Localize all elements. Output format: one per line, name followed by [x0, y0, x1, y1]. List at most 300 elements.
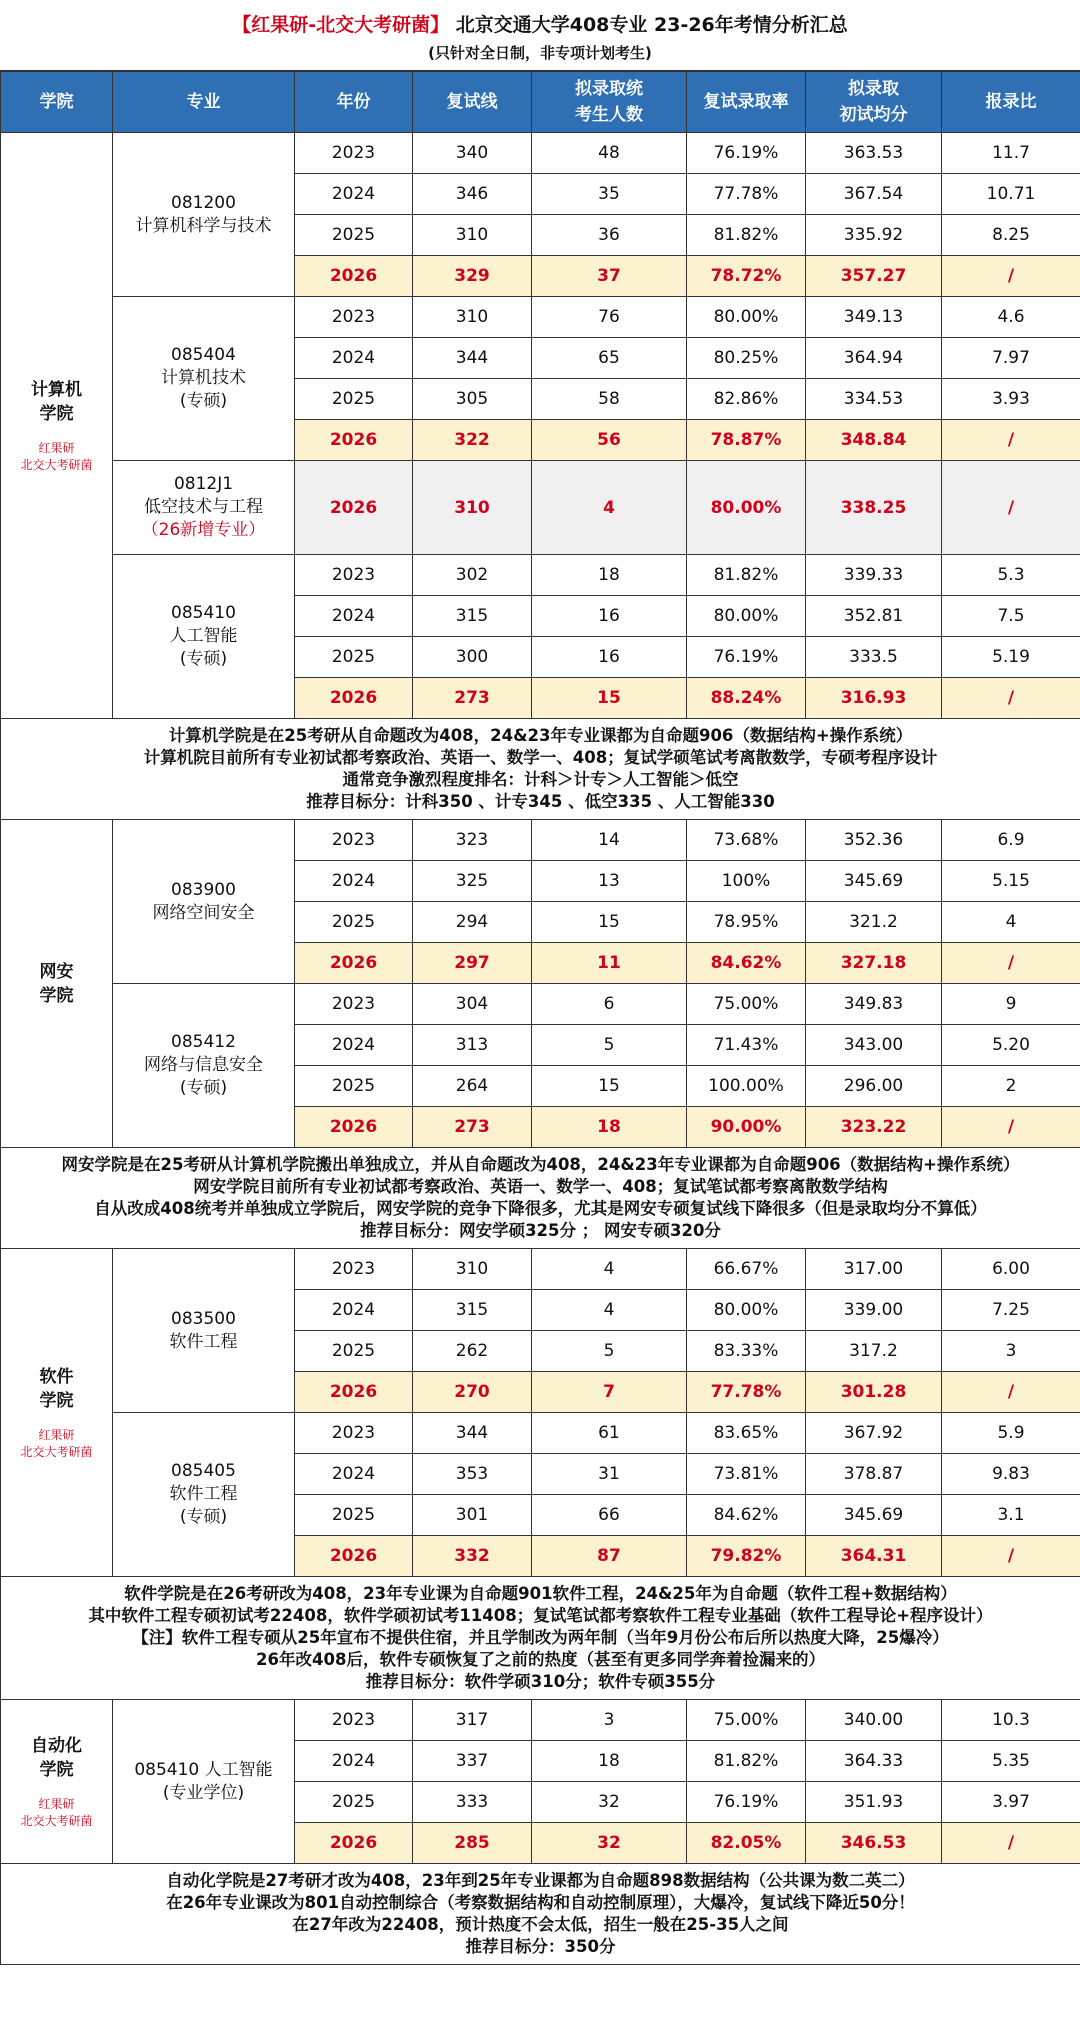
major-line: 085410 人工智能	[134, 1759, 273, 1780]
note-line: 推荐目标分：软件学硕310分；软件专硕355分	[365, 1672, 716, 1691]
retest-line-cell: 315	[413, 596, 532, 637]
section-note	[1, 719, 1080, 820]
year-cell: 2025	[295, 379, 413, 420]
major-line: (专硕)	[179, 649, 228, 669]
admission-rate-cell: 100%	[687, 861, 806, 902]
year-cell: 2024	[295, 1290, 413, 1331]
year-cell: 2026	[295, 461, 413, 555]
column-header-label: 学院	[39, 92, 74, 112]
admission-rate-cell: 79.82%	[687, 1536, 806, 1577]
note-line: 【注】软件工程专硕从25年宣布不提供住宿，并且学制改为两年制（当年9月份公布后所以热度大降，25爆冷）	[132, 1628, 949, 1647]
table-row	[1, 555, 1080, 596]
table-row	[1, 1413, 1080, 1454]
admission-rate-cell: 77.78%	[687, 1372, 806, 1413]
note-row	[1, 719, 1080, 820]
title-brand: 【红果研-北交大考研菌】	[232, 14, 450, 36]
college-name: 学院	[39, 403, 74, 424]
avg-score-cell: 334.53	[806, 379, 942, 420]
major-line: 网络与信息安全	[144, 1055, 263, 1075]
retest-line-cell: 305	[413, 379, 532, 420]
major-cell	[113, 297, 295, 461]
section-note	[1, 1864, 1080, 1965]
admission-rate-cell: 88.24%	[687, 678, 806, 719]
ratio-cell: /	[942, 1823, 1080, 1864]
column-header	[532, 72, 687, 133]
admission-rate-cell: 76.19%	[687, 1782, 806, 1823]
admission-rate-cell: 82.05%	[687, 1823, 806, 1864]
ratio-cell: /	[942, 1536, 1080, 1577]
admitted-count-cell: 4	[532, 1290, 687, 1331]
admission-rate-cell: 78.87%	[687, 420, 806, 461]
retest-line-cell: 310	[413, 297, 532, 338]
admission-rate-cell: 80.00%	[687, 297, 806, 338]
major-line: 计算机科学与技术	[135, 215, 272, 236]
admission-rate-cell: 84.62%	[687, 943, 806, 984]
year-cell: 2026	[295, 1536, 413, 1577]
column-header-label: 拟录取统	[575, 79, 643, 99]
year-cell: 2026	[295, 420, 413, 461]
column-header-label: 复试线	[446, 92, 498, 112]
admitted-count-cell: 6	[532, 984, 687, 1025]
admission-rate-cell: 73.81%	[687, 1454, 806, 1495]
page-header	[0, 0, 1080, 71]
table-header-row	[1, 72, 1080, 133]
college-cell	[1, 820, 113, 1148]
avg-score-cell: 321.2	[806, 902, 942, 943]
avg-score-cell: 339.00	[806, 1290, 942, 1331]
brand-watermark-text: 红果研	[38, 440, 75, 455]
avg-score-cell: 352.81	[806, 596, 942, 637]
major-cell	[113, 1700, 295, 1864]
ratio-cell: 3	[942, 1331, 1080, 1372]
avg-score-cell: 364.33	[806, 1741, 942, 1782]
major-cell	[113, 1249, 295, 1413]
admission-rate-cell: 77.78%	[687, 174, 806, 215]
admitted-count-cell: 15	[532, 678, 687, 719]
admitted-count-cell: 56	[532, 420, 687, 461]
ratio-cell: /	[942, 420, 1080, 461]
admission-rate-cell: 81.82%	[687, 1741, 806, 1782]
avg-score-cell: 317.00	[806, 1249, 942, 1290]
ratio-cell: 11.7	[942, 133, 1080, 174]
major-line: (专硕)	[179, 1507, 228, 1527]
retest-line-cell: 322	[413, 420, 532, 461]
retest-line-cell: 262	[413, 1331, 532, 1372]
admitted-count-cell: 14	[532, 820, 687, 861]
admitted-count-cell: 15	[532, 1066, 687, 1107]
note-row	[1, 1148, 1080, 1249]
retest-line-cell: 353	[413, 1454, 532, 1495]
ratio-cell: /	[942, 678, 1080, 719]
retest-line-cell: 323	[413, 820, 532, 861]
ratio-cell: /	[942, 943, 1080, 984]
ratio-cell: 5.9	[942, 1413, 1080, 1454]
retest-line-cell: 273	[413, 678, 532, 719]
page-subtitle: (只针对全日制，非专项计划考生)	[428, 44, 652, 62]
retest-line-cell: 285	[413, 1823, 532, 1864]
admission-rate-cell: 78.72%	[687, 256, 806, 297]
year-cell: 2025	[295, 1331, 413, 1372]
major-line: 083900	[171, 879, 236, 900]
admitted-count-cell: 87	[532, 1536, 687, 1577]
note-line: 在26年专业课改为801自动控制综合（考察数据结构和自动控制原理），大爆冷，复试线下降近50分！	[166, 1893, 915, 1912]
major-cell	[113, 984, 295, 1148]
year-cell: 2023	[295, 1700, 413, 1741]
admission-rate-cell: 76.19%	[687, 133, 806, 174]
admitted-count-cell: 11	[532, 943, 687, 984]
admission-rate-cell: 84.62%	[687, 1495, 806, 1536]
admitted-count-cell: 5	[532, 1025, 687, 1066]
note-line: 计算机院目前所有专业初试都考察政治、英语一、数学一、408；复试学硕笔试考离散数学，专硕考程序设计	[143, 748, 938, 767]
retest-line-cell: 294	[413, 902, 532, 943]
admitted-count-cell: 65	[532, 338, 687, 379]
avg-score-cell: 327.18	[806, 943, 942, 984]
ratio-cell: /	[942, 1372, 1080, 1413]
table-row	[1, 461, 1080, 555]
year-cell: 2026	[295, 1107, 413, 1148]
retest-line-cell: 310	[413, 461, 532, 555]
retest-line-cell: 329	[413, 256, 532, 297]
ratio-cell: 3.93	[942, 379, 1080, 420]
table-row	[1, 297, 1080, 338]
avg-score-cell: 351.93	[806, 1782, 942, 1823]
year-cell: 2024	[295, 1741, 413, 1782]
year-cell: 2024	[295, 1454, 413, 1495]
brand-watermark-text: 红果研	[38, 1796, 75, 1811]
major-cell	[113, 461, 295, 555]
ratio-cell: 2	[942, 1066, 1080, 1107]
column-header	[942, 72, 1080, 133]
college-name: 学院	[39, 1759, 74, 1780]
major-line: 人工智能	[169, 626, 238, 646]
ratio-cell: 7.97	[942, 338, 1080, 379]
avg-score-cell: 338.25	[806, 461, 942, 555]
avg-score-cell: 357.27	[806, 256, 942, 297]
avg-score-cell: 301.28	[806, 1372, 942, 1413]
table-row	[1, 984, 1080, 1025]
retest-line-cell: 304	[413, 984, 532, 1025]
year-cell: 2024	[295, 174, 413, 215]
avg-score-cell: 296.00	[806, 1066, 942, 1107]
year-cell: 2023	[295, 133, 413, 174]
admitted-count-cell: 32	[532, 1782, 687, 1823]
admission-rate-cell: 90.00%	[687, 1107, 806, 1148]
ratio-cell: 5.19	[942, 637, 1080, 678]
major-line: 软件工程	[169, 1484, 238, 1504]
table-row	[1, 820, 1080, 861]
major-line: 085412	[171, 1032, 236, 1052]
score-table	[0, 71, 1080, 1965]
admitted-count-cell: 16	[532, 596, 687, 637]
note-row	[1, 1577, 1080, 1700]
admitted-count-cell: 4	[532, 1249, 687, 1290]
avg-score-cell: 364.94	[806, 338, 942, 379]
ratio-cell: 8.25	[942, 215, 1080, 256]
column-header-label: 拟录取	[848, 79, 899, 99]
admission-rate-cell: 81.82%	[687, 215, 806, 256]
retest-line-cell: 333	[413, 1782, 532, 1823]
college-name: 计算机	[31, 379, 82, 400]
retest-line-cell: 273	[413, 1107, 532, 1148]
admission-rate-cell: 82.86%	[687, 379, 806, 420]
ratio-cell: 5.35	[942, 1741, 1080, 1782]
year-cell: 2025	[295, 1495, 413, 1536]
retest-line-cell: 346	[413, 174, 532, 215]
admitted-count-cell: 36	[532, 215, 687, 256]
college-name: 网安	[39, 961, 74, 982]
column-header	[1, 72, 113, 133]
avg-score-cell: 363.53	[806, 133, 942, 174]
major-line: 低空技术与工程	[144, 497, 263, 517]
year-cell: 2025	[295, 1782, 413, 1823]
ratio-cell: 5.15	[942, 861, 1080, 902]
year-cell: 2023	[295, 984, 413, 1025]
column-header	[295, 72, 413, 133]
admission-rate-cell: 80.00%	[687, 596, 806, 637]
major-cell	[113, 820, 295, 984]
avg-score-cell: 339.33	[806, 555, 942, 596]
major-cell	[113, 133, 295, 297]
college-cell	[1, 1700, 113, 1864]
title-text: 北京交通大学408专业 23-26年考情分析汇总	[455, 14, 848, 36]
major-line: (专硕)	[179, 1078, 228, 1098]
major-line: 083500	[171, 1308, 236, 1329]
column-header-label: 专业	[186, 92, 221, 112]
year-cell: 2023	[295, 555, 413, 596]
retest-line-cell: 300	[413, 637, 532, 678]
note-line: 自从改成408统考并单独成立学院后，网安学院的竞争下降很多，尤其是网安专硕复试线下降很多（但是录取均分不算低）	[94, 1199, 987, 1218]
column-header-label: 初试均分	[839, 105, 908, 125]
admission-rate-cell: 75.00%	[687, 1700, 806, 1741]
note-line: 推荐目标分：350分	[465, 1937, 616, 1956]
college-name: 软件	[39, 1366, 74, 1387]
retest-line-cell: 315	[413, 1290, 532, 1331]
note-row	[1, 1864, 1080, 1965]
admission-rate-cell: 100.00%	[687, 1066, 806, 1107]
avg-score-cell: 367.54	[806, 174, 942, 215]
column-header	[687, 72, 806, 133]
note-line: 网安学院目前所有专业初试都考察政治、英语一、数学一、408；复试笔试都考察离散数学结构	[193, 1177, 888, 1196]
retest-line-cell: 332	[413, 1536, 532, 1577]
year-cell: 2026	[295, 1823, 413, 1864]
year-cell: 2026	[295, 678, 413, 719]
ratio-cell: 5.20	[942, 1025, 1080, 1066]
note-line: 推荐目标分：计科350 、计专345 、低空335 、人工智能330	[306, 792, 775, 811]
avg-score-cell: 349.13	[806, 297, 942, 338]
table-row	[1, 133, 1080, 174]
college-name: 自动化	[31, 1735, 82, 1756]
year-cell: 2026	[295, 1372, 413, 1413]
avg-score-cell: 346.53	[806, 1823, 942, 1864]
column-header-label: 考生人数	[575, 105, 643, 125]
major-cell	[113, 555, 295, 719]
admission-rate-cell: 66.67%	[687, 1249, 806, 1290]
avg-score-cell: 335.92	[806, 215, 942, 256]
college-cell	[1, 1249, 113, 1577]
year-cell: 2023	[295, 297, 413, 338]
admitted-count-cell: 31	[532, 1454, 687, 1495]
ratio-cell: 10.71	[942, 174, 1080, 215]
avg-score-cell: 340.00	[806, 1700, 942, 1741]
avg-score-cell: 364.31	[806, 1536, 942, 1577]
table-body	[1, 133, 1080, 1965]
admission-rate-cell: 83.65%	[687, 1413, 806, 1454]
admitted-count-cell: 3	[532, 1700, 687, 1741]
ratio-cell: 5.3	[942, 555, 1080, 596]
year-cell: 2025	[295, 902, 413, 943]
avg-score-cell: 378.87	[806, 1454, 942, 1495]
admission-rate-cell: 81.82%	[687, 555, 806, 596]
admission-rate-cell: 73.68%	[687, 820, 806, 861]
admitted-count-cell: 4	[532, 461, 687, 555]
admission-rate-cell: 76.19%	[687, 637, 806, 678]
ratio-cell: 4	[942, 902, 1080, 943]
major-line: 计算机技术	[161, 368, 246, 388]
avg-score-cell: 316.93	[806, 678, 942, 719]
brand-watermark-text: 北交大考研菌	[20, 457, 93, 472]
avg-score-cell: 348.84	[806, 420, 942, 461]
admitted-count-cell: 61	[532, 1413, 687, 1454]
year-cell: 2025	[295, 1066, 413, 1107]
admission-rate-cell: 75.00%	[687, 984, 806, 1025]
major-line: 0812J1	[173, 474, 234, 494]
note-line: 软件学院是在26考研改为408，23年专业课为自命题901软件工程，24&25年为自命题（软件工程+数据结构）	[124, 1584, 957, 1603]
note-line: 自动化学院是27考研才改为408，23年到25年专业课都为自命题898数据结构（公共课为数二英二）	[166, 1871, 915, 1890]
ratio-cell: 10.3	[942, 1700, 1080, 1741]
ratio-cell: 3.97	[942, 1782, 1080, 1823]
retest-line-cell: 344	[413, 338, 532, 379]
year-cell: 2025	[295, 637, 413, 678]
note-line: 在27年改为22408，预计热度不会太低，招生一般在25-35人之间	[292, 1915, 789, 1934]
avg-score-cell: 345.69	[806, 861, 942, 902]
column-header-label: 年份	[336, 92, 371, 112]
college-cell	[1, 133, 113, 719]
major-line: (专硕)	[179, 391, 228, 411]
year-cell: 2024	[295, 861, 413, 902]
retest-line-cell: 337	[413, 1741, 532, 1782]
avg-score-cell: 317.2	[806, 1331, 942, 1372]
college-name: 学院	[39, 985, 74, 1006]
retest-line-cell: 302	[413, 555, 532, 596]
year-cell: 2024	[295, 338, 413, 379]
table-row	[1, 1249, 1080, 1290]
note-line: 计算机学院是在25考研从自命题改为408，24&23年专业课都为自命题906（数据结构+操作系统）	[168, 726, 913, 745]
year-cell: 2026	[295, 943, 413, 984]
admitted-count-cell: 7	[532, 1372, 687, 1413]
ratio-cell: /	[942, 256, 1080, 297]
retest-line-cell: 270	[413, 1372, 532, 1413]
retest-line-cell: 317	[413, 1700, 532, 1741]
admission-rate-cell: 80.00%	[687, 1290, 806, 1331]
ratio-cell: 3.1	[942, 1495, 1080, 1536]
major-line: (专业学位)	[162, 1782, 245, 1803]
new-major-tag: （26新增专业）	[141, 520, 266, 540]
avg-score-cell: 367.92	[806, 1413, 942, 1454]
column-header	[413, 72, 532, 133]
admitted-count-cell: 13	[532, 861, 687, 902]
avg-score-cell: 333.5	[806, 637, 942, 678]
ratio-cell: 9.83	[942, 1454, 1080, 1495]
section-note	[1, 1577, 1080, 1700]
year-cell: 2024	[295, 1025, 413, 1066]
section-note	[1, 1148, 1080, 1249]
year-cell: 2023	[295, 1249, 413, 1290]
column-header-label: 复试录取率	[703, 92, 789, 112]
retest-line-cell: 340	[413, 133, 532, 174]
admitted-count-cell: 15	[532, 902, 687, 943]
admitted-count-cell: 18	[532, 1741, 687, 1782]
admitted-count-cell: 48	[532, 133, 687, 174]
admission-rate-cell: 71.43%	[687, 1025, 806, 1066]
year-cell: 2026	[295, 256, 413, 297]
college-name: 学院	[39, 1390, 74, 1411]
admitted-count-cell: 5	[532, 1331, 687, 1372]
ratio-cell: 9	[942, 984, 1080, 1025]
column-header-label: 报录比	[985, 92, 1037, 112]
ratio-cell: 7.5	[942, 596, 1080, 637]
note-line: 通常竞争激烈程度排名：计科＞计专＞人工智能＞低空	[342, 770, 739, 789]
admitted-count-cell: 18	[532, 1107, 687, 1148]
ratio-cell: 6.9	[942, 820, 1080, 861]
retest-line-cell: 313	[413, 1025, 532, 1066]
major-cell	[113, 1413, 295, 1577]
admitted-count-cell: 58	[532, 379, 687, 420]
admitted-count-cell: 32	[532, 1823, 687, 1864]
retest-line-cell: 310	[413, 215, 532, 256]
note-line: 推荐目标分：网安学硕325分 ； 网安专硕320分	[360, 1221, 721, 1240]
brand-watermark-text: 北交大考研菌	[20, 1444, 93, 1459]
retest-line-cell: 301	[413, 1495, 532, 1536]
major-line: 085405	[171, 1461, 236, 1481]
brand-watermark-text: 红果研	[38, 1427, 75, 1442]
avg-score-cell: 345.69	[806, 1495, 942, 1536]
column-header	[113, 72, 295, 133]
admitted-count-cell: 18	[532, 555, 687, 596]
avg-score-cell: 349.83	[806, 984, 942, 1025]
avg-score-cell: 323.22	[806, 1107, 942, 1148]
admission-rate-cell: 80.00%	[687, 461, 806, 555]
retest-line-cell: 325	[413, 861, 532, 902]
ratio-cell: /	[942, 461, 1080, 555]
year-cell: 2023	[295, 1413, 413, 1454]
admitted-count-cell: 37	[532, 256, 687, 297]
admission-rate-cell: 83.33%	[687, 1331, 806, 1372]
retest-line-cell: 344	[413, 1413, 532, 1454]
year-cell: 2024	[295, 596, 413, 637]
major-line: 081200	[171, 192, 236, 213]
retest-line-cell: 264	[413, 1066, 532, 1107]
major-line: 085404	[171, 345, 236, 365]
ratio-cell: 6.00	[942, 1249, 1080, 1290]
admitted-count-cell: 66	[532, 1495, 687, 1536]
admission-rate-cell: 80.25%	[687, 338, 806, 379]
avg-score-cell: 352.36	[806, 820, 942, 861]
page-title	[0, 0, 1080, 38]
column-header	[806, 72, 942, 133]
table-row	[1, 1700, 1080, 1741]
brand-watermark-text: 北交大考研菌	[20, 1813, 93, 1828]
retest-line-cell: 297	[413, 943, 532, 984]
ratio-cell: 4.6	[942, 297, 1080, 338]
avg-score-cell: 343.00	[806, 1025, 942, 1066]
note-line: 其中软件工程专硕初试考22408，软件学硕初试考11408；复试笔试都考察软件工程专业基础（软件工程导论+程序设计）	[88, 1606, 993, 1625]
major-line: 085410	[171, 603, 236, 623]
admitted-count-cell: 35	[532, 174, 687, 215]
major-line: 网络空间安全	[152, 902, 255, 923]
retest-line-cell: 310	[413, 1249, 532, 1290]
admitted-count-cell: 76	[532, 297, 687, 338]
ratio-cell: 7.25	[942, 1290, 1080, 1331]
